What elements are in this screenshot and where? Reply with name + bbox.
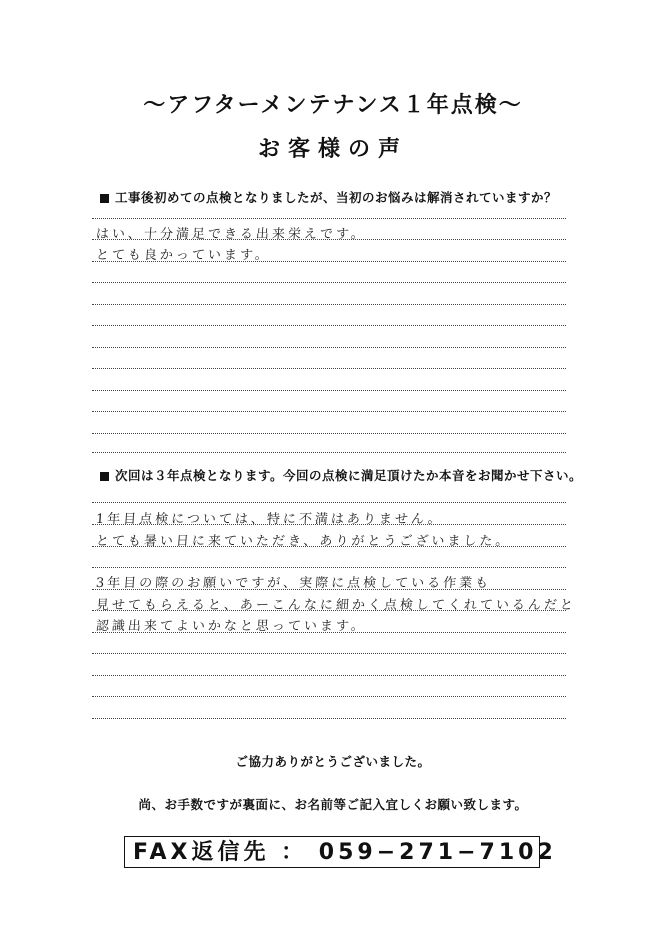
fax-box: FAX返信先 ： 059−271−7102 (124, 836, 540, 868)
thanks-text: ご協力ありがとうございました。 (235, 754, 431, 769)
ruled-line (92, 433, 566, 434)
note-text: 尚、お手数ですが裏面に、お名前等ご記入宜しくお願い致します。 (138, 797, 528, 812)
ruled-line (92, 502, 566, 503)
ruled-line (92, 718, 566, 719)
ruled-line (92, 304, 566, 305)
ruled-line (92, 390, 566, 391)
ruled-line (92, 368, 566, 369)
ruled-line (92, 567, 566, 568)
question-2-text: 次回は３年点検となります。今回の点検に満足頂けたか本音をお聞かせ下さい。 (115, 468, 583, 483)
bullet-icon (100, 194, 109, 203)
answer-1-line-1: はい、十分満足できる出来栄えです。 (95, 227, 368, 242)
answer-2-line-5: 認識出来てよいかなと思っています。 (95, 619, 368, 634)
ruled-line (92, 282, 566, 283)
ruled-line (92, 347, 566, 348)
question-1 (100, 188, 557, 206)
ruled-line (92, 675, 566, 676)
ruled-line (92, 653, 566, 654)
answer-2-line-1: 1年目点検については、特に不満はありません。 (95, 512, 445, 527)
form-subtitle: お客様の声 (257, 137, 408, 162)
ruled-line (92, 411, 566, 412)
question-2 (100, 466, 582, 484)
question-1-text: 工事後初めての点検となりましたが、当初のお悩みは解消されていますか？ (115, 190, 558, 205)
answer-2-line-2: とても暑い日に来ていただき、ありがとうございました。 (95, 534, 512, 549)
ruled-line (92, 452, 566, 453)
answer-2-line-3: 3年目の際のお願いですが、実際に点検している作業も (95, 576, 492, 591)
answer-1-line-2: とても良かっています。 (95, 248, 272, 263)
form-title: 〜アフターメンテナンス１年点検〜 (143, 93, 523, 118)
answer-2-line-4: 見せてもらえると、あーこんなに細かく点検してくれているんだと (95, 598, 577, 613)
bullet-icon (100, 472, 109, 481)
ruled-line (92, 218, 566, 219)
ruled-line (92, 325, 566, 326)
ruled-line (92, 696, 566, 697)
